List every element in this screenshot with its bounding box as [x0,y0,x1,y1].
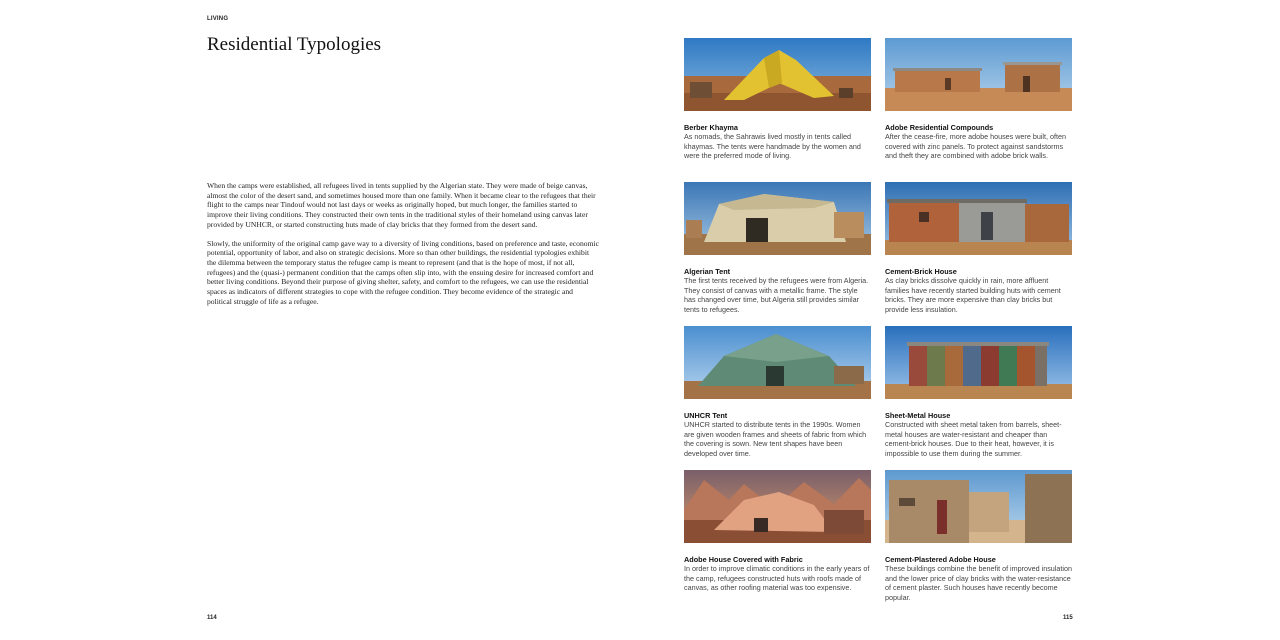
typology-title: Sheet-Metal House [885,411,951,420]
typology-card-algerian-tent [684,182,871,314]
typology-title: Adobe House Covered with Fabric [684,555,803,564]
sheet-metal-house-photo [885,326,1072,399]
typology-card-adobe-compounds [885,38,1072,161]
page-number-right: 115 [1063,615,1073,621]
typology-description: UNHCR started to distribute tents in the 1990s. Women are given wooden frames and sheets of fabric from which the covering is sown. New tent shapes have been developed over time. [684,420,867,458]
body-paragraph: When the camps were established, all refugees lived in tents supplied by the Algerian state. They were made of beige canvas, almost the color of the desert sand, and sometimes housed more than one family. When it became clear to the refugees that their flight to the camps near Tindouf would not last days or weeks as originally hoped, but much longer, the families started to improve their living conditions. They constructed their own tents in the traditional styles of their homeland using canvas later provided by UNHCR, or started constructing huts made of clay bricks that they formed from the desert sand. [207,181,596,229]
typology-description: In order to improve climatic conditions in the early years of the camp, refugees constructed huts with roofs made of canvas, as other roofing material was too expensive. [684,564,870,593]
berber-khayma-photo [684,38,871,111]
body-text [207,181,599,315]
algerian-tent-photo [684,182,871,255]
typology-title: Cement-Brick House [885,267,957,276]
cement-plastered-adobe-photo [885,470,1072,543]
typology-title: Berber Khayma [684,123,738,132]
typology-title: Algerian Tent [684,267,731,276]
typology-card-adobe-fabric [684,470,871,593]
page-title: Residential Typologies [207,34,382,55]
typology-description: The first tents received by the refugees were from Algeria. They consist of canvas with a metallic frame. The style has changed over time, but Algeria still provides similar tents to refugees. [684,276,869,314]
typology-card-cement-plastered-adobe [885,470,1072,602]
typology-description: As nomads, the Sahrawis lived mostly in tents called khaymas. The tents were handmade by the women and were the preferred mode of living. [684,132,861,161]
typology-title: Adobe Residential Compounds [885,123,994,132]
typology-description: Constructed with sheet metal taken from barrels, sheet-metal houses are water-resistant and cheaper than cement-brick houses. Due to their heat, however, it is impossible to use them during the summer. [885,420,1062,458]
typology-card-unhcr-tent [684,326,871,458]
adobe-fabric-photo [684,470,871,543]
adobe-compounds-photo [885,38,1072,111]
typology-description: After the cease-fire, more adobe houses were built, often covered with zinc panels. To protect against sandstorms and theft they are combined with adobe brick walls. [885,132,1066,161]
cement-brick-house-photo [885,182,1072,255]
typology-description: These buildings combine the benefit of improved insulation and the lower price of clay bricks with the water-resistance of cement plaster. Such houses have recently become popular. [885,564,1072,602]
typology-description: As clay bricks dissolve quickly in rain, more affluent families have recently started building huts with cement bricks. They are more expensive than clay bricks but provide less insulation. [885,276,1061,314]
typology-title: UNHCR Tent [684,411,728,420]
unhcr-tent-photo [684,326,871,399]
typology-title: Cement-Plastered Adobe House [885,555,996,564]
typology-card-sheet-metal-house [885,326,1072,458]
section-label: LIVING [207,16,229,22]
typology-grid [684,38,1072,618]
body-paragraph: Slowly, the uniformity of the original camp gave way to a diversity of living conditions, based on preference and taste, economic potential, opportunity of labor, and also on strategic decisions. More so than other buildings, the residential typologies exhibit the dilemma between the temporary status the refugee camp is meant to represent (and that is the hope of most, if not all, refugees) and the (quasi-) permanent condition that the camps often slip into, with the ensuing desire for increased comfort and better living conditions. Beyond their purpose of giving shelter, safety, and comfort to the refugees, we can use the residential spaces as indicators of different strategies to cope with the refugee condition. They become evidence of the strategic and political struggle of life as a refugee. [207,238,599,306]
page-number-left: 114 [207,615,217,621]
typology-card-berber-khayma [684,38,871,161]
typology-card-cement-brick-house [885,182,1072,314]
